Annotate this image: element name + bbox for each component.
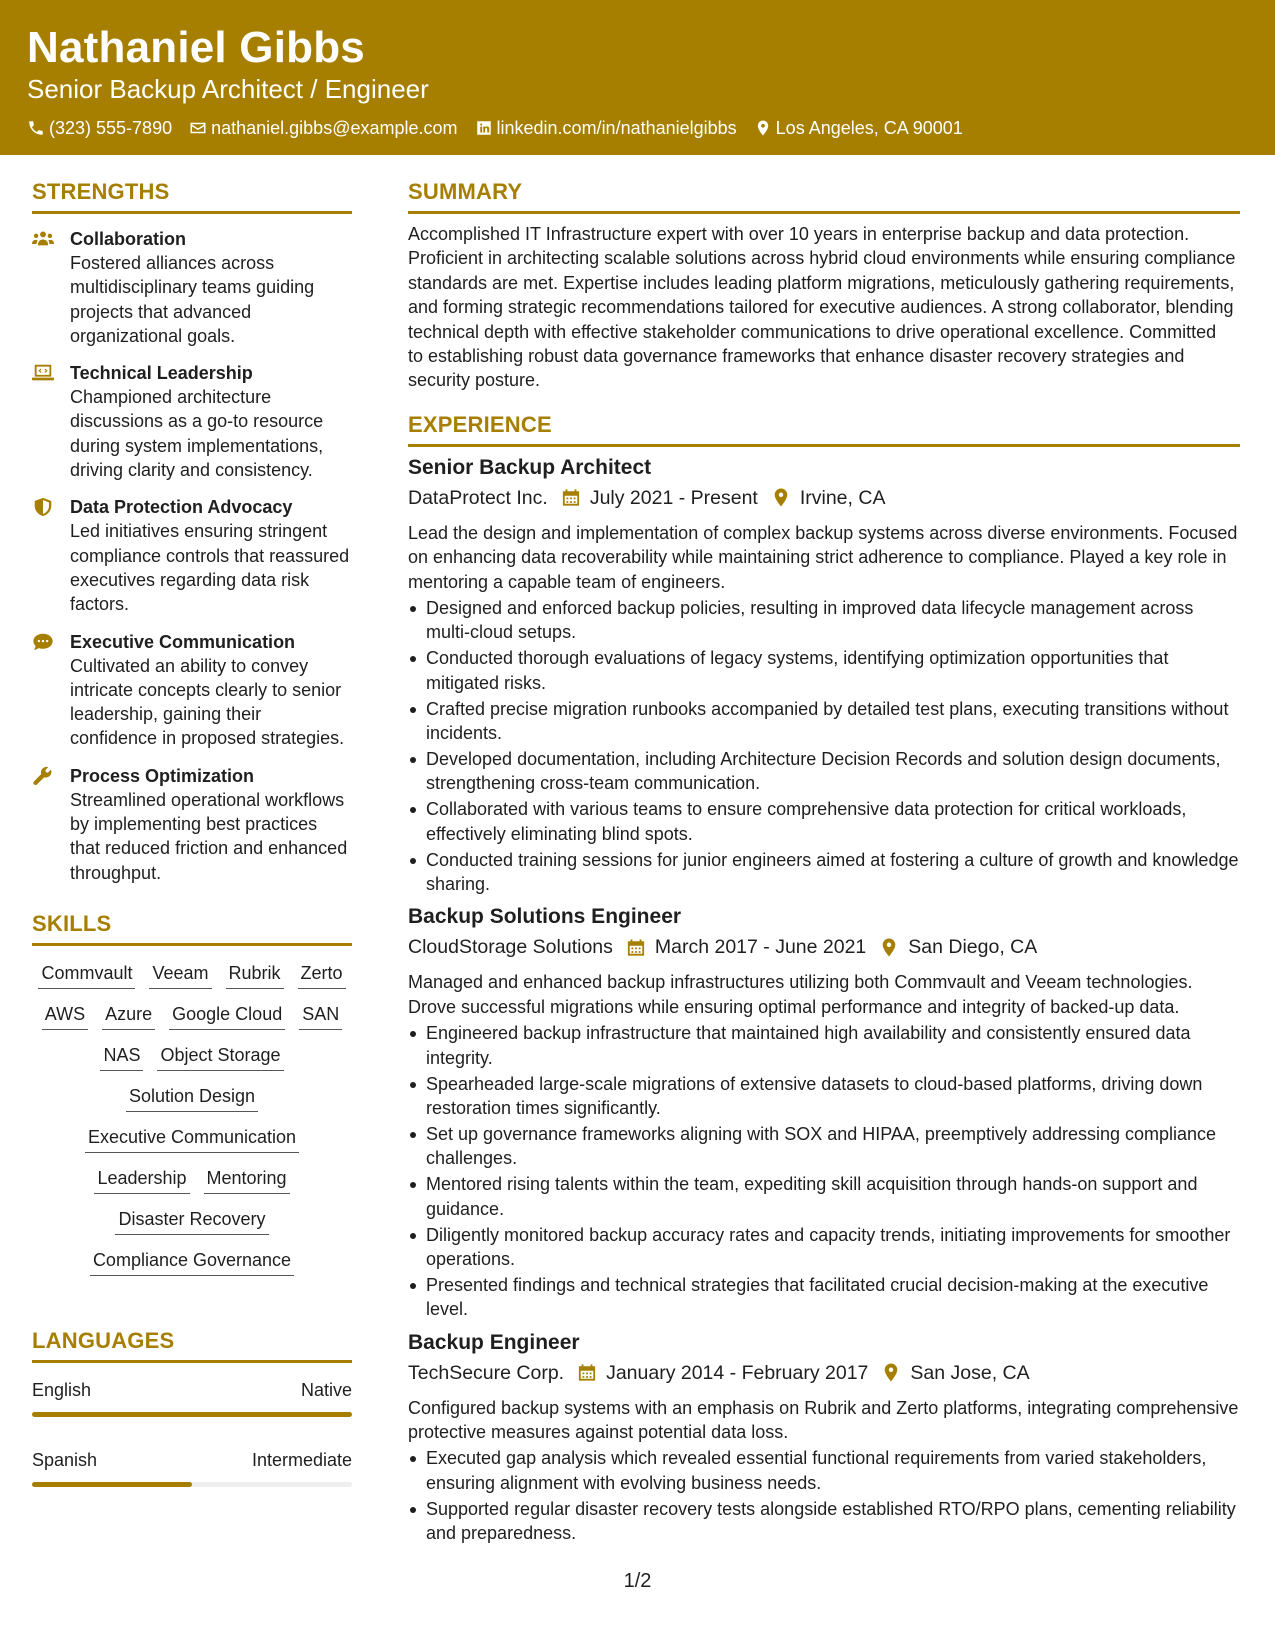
achievement-item: Designed and enforced backup policies, resulting in improved data lifecycle management across multi-cloud setups. [408, 596, 1240, 645]
contact-linkedin-text[interactable]: linkedin.com/in/nathanielgibbs [496, 118, 737, 138]
skill-tag: Rubrik [226, 960, 284, 989]
skill-row [35, 1001, 349, 1030]
contact-location [754, 114, 963, 142]
job-description: Lead the design and implementation of complex backup systems across diverse environments. Focused on enhancing data recoverability while maintaining strict adherence to compliance. Played a key role in mentoring a capable team of engineers. [408, 522, 1238, 592]
linkedin-icon [475, 119, 493, 137]
skill-row [93, 1042, 290, 1071]
language-level: Intermediate [251, 1449, 352, 1470]
languages-list [32, 1377, 352, 1487]
calendar-icon [578, 1363, 596, 1382]
strength-item [32, 361, 352, 482]
strength-title: Collaboration [70, 229, 186, 249]
candidate-role: Senior Backup Architect / Engineer [27, 74, 429, 104]
experience-heading: EXPERIENCE [408, 410, 1240, 447]
skill-tag: SAN [299, 1001, 342, 1030]
resume-header [0, 0, 1275, 155]
language-name: English [32, 1379, 92, 1400]
map-pin-icon [880, 938, 898, 957]
strength-title: Executive Communication [70, 631, 296, 652]
shield-icon [32, 497, 54, 517]
strength-desc: Cultivated an ability to convey intricate concepts clearly to senior leadership, gaining their confidence in proposed strategies. [70, 655, 345, 749]
skill-row [119, 1083, 265, 1112]
job-title: Senior Backup Architect [408, 455, 652, 479]
strengths-heading: STRENGTHS [32, 177, 352, 214]
strength-desc: Led initiatives ensuring stringent compliance controls that reassured executives regarding data risk factors. [70, 521, 350, 615]
job-title: Backup Solutions Engineer [408, 905, 682, 929]
skill-tag: Solution Design [126, 1083, 258, 1112]
contact-location-text: Los Angeles, CA 90001 [775, 118, 963, 138]
job-location: San Jose, CA [910, 1361, 1030, 1384]
achievement-item: Executed gap analysis which revealed essential functional requirements from varied stakeholders, ensuring alignment with evolving business needs. [408, 1446, 1240, 1495]
wrench-icon [32, 766, 54, 786]
phone-icon [27, 119, 45, 137]
summary-text: Accomplished IT Infrastructure expert with over 10 years in enterprise backup and data protection. Proficient in architecting scalable solutions across hybrid cloud environments while ensuring compliance standards are met. Expertise includes leading platform migrations, meticulously gathering requirements, and forming strategic recommendations tailored for executive audiences. A strong collaborator, blending technical depth with effective stakeholder communications to drive operational excellence. Committed to establishing robust data governance frameworks that enhance disaster recovery strategies and security posture. [408, 224, 1236, 391]
job-achievements [408, 1446, 1240, 1545]
skill-tag: Zerto [298, 960, 346, 989]
contact-email[interactable] [189, 114, 457, 142]
achievement-item: Mentored rising talents within the team, expediting skill acquisition through hands-on support and guidance. [408, 1172, 1240, 1221]
job-achievements [408, 1021, 1240, 1321]
strength-item [32, 495, 352, 616]
strength-item [32, 630, 352, 751]
achievement-item: Collaborated with various teams to ensure comprehensive data protection for critical workloads, effectively eliminating blind spots. [408, 797, 1240, 846]
achievement-item: Diligently monitored backup accuracy rates and capacity trends, initiating improvements for smoother operations. [408, 1223, 1240, 1272]
job-achievements [408, 596, 1240, 896]
skill-tag: Azure [102, 1001, 155, 1030]
skill-tag: Commvault [38, 960, 135, 989]
language-proficiency-bar [32, 1482, 352, 1487]
achievement-item: Developed documentation, including Architecture Decision Records and solution design documents, strengthening cross-team communication. [408, 747, 1240, 796]
strength-desc: Fostered alliances across multidisciplinary teams guiding projects that advanced organizational goals. [70, 253, 315, 346]
achievement-item: Conducted thorough evaluations of legacy systems, identifying optimization opportunities that mitigated risks. [408, 646, 1240, 695]
contact-linkedin[interactable] [475, 114, 737, 142]
strength-title: Technical Leadership [70, 363, 253, 384]
language-item [32, 1447, 352, 1487]
language-proficiency-fill [32, 1482, 192, 1487]
summary-heading: SUMMARY [408, 177, 1240, 214]
achievement-item: Supported regular disaster recovery tests alongside established RTO/RPO plans, cementing reliability and preparedness. [408, 1497, 1240, 1546]
achievement-item: Presented findings and technical strategies that facilitated crucial decision-making at the executive level. [408, 1273, 1240, 1322]
calendar-icon [562, 488, 580, 507]
job-company: TechSecure Corp. [408, 1361, 565, 1384]
contact-phone-text: (323) 555-7890 [49, 118, 173, 138]
skill-tag: Mentoring [204, 1165, 290, 1194]
skill-tag: Disaster Recovery [115, 1206, 268, 1235]
job-company: CloudStorage Solutions [408, 936, 613, 959]
strength-desc: Championed architecture discussions as a go-to resource during system implementations, driving clarity and consistency. [70, 387, 324, 481]
skill-tag: NAS [100, 1042, 143, 1071]
left-column [32, 177, 352, 1517]
job-description: Managed and enhanced backup infrastructures utilizing both Commvault and Veeam technologies. Drove successful migrations while ensuring optimal performance and integrity of backed-up data. [408, 972, 1193, 1017]
skill-row [87, 1165, 296, 1194]
language-name: Spanish [32, 1449, 98, 1470]
skill-row [108, 1206, 275, 1235]
right-column [408, 177, 1240, 1547]
skill-tag: AWS [42, 1001, 88, 1030]
job-company: DataProtect Inc. [408, 486, 548, 509]
job-meta [408, 932, 1240, 962]
skill-tag: Compliance Governance [90, 1247, 294, 1276]
job-entry [408, 902, 1240, 1321]
skill-tag: Executive Communication [85, 1124, 299, 1153]
skill-tag: Object Storage [157, 1042, 283, 1071]
calendar-icon [627, 938, 645, 957]
job-meta [408, 483, 1240, 513]
achievement-item: Spearheaded large-scale migrations of extensive datasets to cloud-based platforms, driving down restoration times significantly. [408, 1072, 1240, 1121]
strength-title: Process Optimization [70, 765, 255, 786]
strength-item [32, 227, 352, 348]
job-entry [408, 453, 1240, 897]
strength-desc: Streamlined operational workflows by implementing best practices that reduced friction and enhanced throughput. [70, 789, 348, 883]
skill-tag: Google Cloud [169, 1001, 285, 1030]
achievement-item: Engineered backup infrastructure that maintained high availability and consistently ensured data integrity. [408, 1021, 1240, 1070]
languages-heading: LANGUAGES [32, 1326, 352, 1363]
language-proficiency-fill [32, 1412, 352, 1417]
skills-list [32, 960, 352, 1288]
map-pin-icon [754, 119, 772, 137]
job-dates: March 2017 - June 2021 [654, 936, 867, 959]
job-entry [408, 1328, 1240, 1546]
strength-item [32, 764, 352, 885]
job-description: Configured backup systems with an emphasis on Rubrik and Zerto platforms, integrating comprehensive protective measures against potential data loss. [408, 1397, 1239, 1443]
map-pin-icon [772, 488, 790, 507]
users-icon [32, 229, 54, 249]
language-level: Native [300, 1379, 352, 1400]
comment-icon [32, 632, 54, 652]
skill-row [31, 960, 352, 989]
map-pin-icon [882, 1363, 900, 1382]
language-item [32, 1377, 352, 1417]
envelope-icon [189, 119, 207, 137]
strength-title: Data Protection Advocacy [70, 497, 293, 518]
contact-bar [27, 114, 1248, 142]
page-number: 1/2 [623, 1570, 652, 1592]
skill-row [83, 1247, 301, 1276]
contact-phone [27, 114, 172, 142]
skill-row [78, 1124, 306, 1153]
achievement-item: Conducted training sessions for junior engineers aimed at fostering a culture of growth and knowledge sharing. [408, 848, 1240, 897]
job-location: San Diego, CA [908, 936, 1038, 959]
language-proficiency-bar [32, 1412, 352, 1417]
skill-tag: Leadership [94, 1165, 189, 1194]
job-meta [408, 1358, 1240, 1388]
candidate-name: Nathaniel Gibbs [27, 23, 365, 72]
laptop-code-icon [32, 363, 54, 383]
contact-email-text[interactable]: nathaniel.gibbs@example.com [211, 118, 458, 138]
job-location: Irvine, CA [799, 486, 886, 509]
job-title: Backup Engineer [408, 1330, 580, 1354]
achievement-item: Set up governance frameworks aligning with SOX and HIPAA, preemptively addressing compliance challenges. [408, 1122, 1240, 1171]
job-dates: January 2014 - February 2017 [606, 1361, 869, 1384]
skills-heading: SKILLS [32, 909, 352, 946]
job-dates: July 2021 - Present [589, 486, 758, 509]
skill-tag: Veeam [149, 960, 211, 989]
achievement-item: Crafted precise migration runbooks accompanied by detailed test plans, executing transitions without incidents. [408, 697, 1240, 746]
